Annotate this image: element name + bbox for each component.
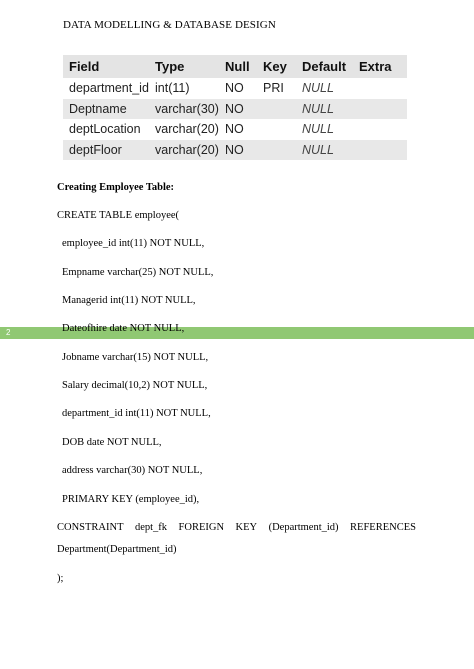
code-line: address varchar(30) NOT NULL,	[62, 465, 203, 476]
cell-default: NULL	[302, 81, 334, 96]
column-header-type: Type	[155, 59, 185, 74]
cell-field: Deptname	[69, 101, 127, 116]
column-header-key: Key	[263, 59, 287, 74]
constraint-word: FOREIGN	[178, 522, 225, 533]
cell-null: NO	[225, 142, 244, 157]
code-line: employee_id int(11) NOT NULL,	[62, 238, 205, 249]
section-heading: Creating Employee Table:	[57, 182, 175, 193]
code-line: PRIMARY KEY (employee_id),	[62, 494, 200, 505]
document-header: DATA MODELLING & DATABASE DESIGN	[63, 19, 276, 31]
code-line: DOB date NOT NULL,	[62, 437, 162, 448]
cell-type: varchar(30)	[155, 101, 219, 116]
cell-default: NULL	[302, 142, 334, 157]
cell-field: deptFloor	[69, 142, 122, 157]
constraint-word: dept_fk	[134, 522, 168, 533]
cell-type: varchar(20)	[155, 122, 219, 137]
constraint-word: KEY	[235, 522, 258, 533]
cell-null: NO	[225, 81, 244, 96]
cell-field: deptLocation	[69, 122, 141, 137]
constraint-word: REFERENCES	[350, 522, 416, 533]
page-number: 2	[6, 328, 11, 337]
cell-type: varchar(20)	[155, 142, 219, 157]
table-row	[63, 119, 407, 140]
constraint-word: CONSTRAINT	[57, 522, 124, 533]
code-line: Jobname varchar(15) NOT NULL,	[62, 352, 209, 363]
cell-default: NULL	[302, 101, 334, 116]
table-row	[63, 140, 407, 161]
code-line: department_id int(11) NOT NULL,	[62, 408, 211, 419]
code-line: Empname varchar(25) NOT NULL,	[62, 267, 214, 278]
column-header-default: Default	[302, 59, 347, 74]
code-line: Salary decimal(10,2) NOT NULL,	[62, 380, 208, 391]
cell-field: department_id	[69, 81, 149, 96]
code-line: Managerid int(11) NOT NULL,	[62, 295, 196, 306]
closing-line: );	[57, 573, 64, 584]
table-row	[63, 99, 407, 120]
cell-null: NO	[225, 122, 244, 137]
cell-type: int(11)	[155, 81, 190, 96]
column-header-extra: Extra	[359, 59, 392, 74]
column-header-field: Field	[69, 59, 100, 74]
cell-default: NULL	[302, 122, 334, 137]
create-table-line: CREATE TABLE employee(	[57, 210, 180, 221]
constraint-line	[57, 522, 416, 533]
constraint-word: (Department_id)	[268, 522, 339, 533]
department-table	[63, 55, 407, 160]
cell-key: PRI	[263, 81, 284, 96]
cell-null: NO	[225, 101, 244, 116]
table-row	[63, 78, 407, 99]
references-line: Department(Department_id)	[57, 544, 177, 555]
column-header-null: Null	[225, 59, 250, 74]
table-header-row	[63, 55, 407, 78]
code-line: Dateofhire date NOT NULL,	[62, 323, 185, 334]
